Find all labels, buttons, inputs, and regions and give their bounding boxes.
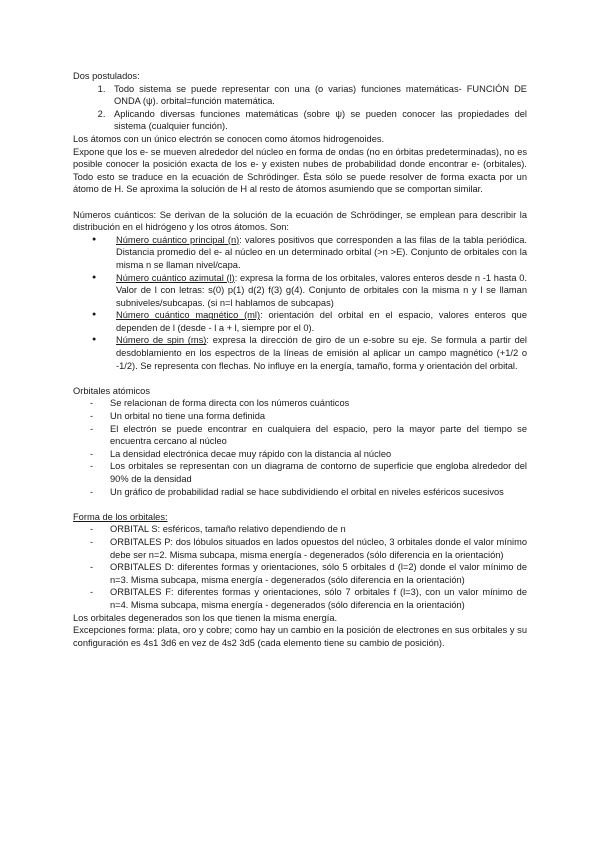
postulados-list	[73, 83, 527, 133]
list-item: - ORBITALES D: diferentes formas y orientaciones, sólo 5 orbitales d (l=2) donde el valor mínimo de n=3. Misma subcapa, misma energía - degenerados (sólo diferencia en la orientación)	[108, 561, 527, 586]
postulados-heading: Dos postulados:	[73, 71, 140, 81]
list-item: - ORBITALES F: diferentes formas y orientaciones, sólo 7 orbitales f (l=3), con un valor mínimo de n=4. Misma subcapa, misma energía - degenerados (sólo diferencia en la orientación)	[108, 586, 527, 611]
term: Número de spin (ms)	[116, 335, 207, 346]
term: Número cuántico magnético (ml)	[116, 310, 261, 321]
list-item: - ORBITALES P: dos lóbulos situados en lados opuestos del núcleo, 3 orbitales donde el valor mínimo debe ser n=2. Misma subcapa, misma energía - degenerados (sólo diferencia en la orientación)	[108, 536, 527, 561]
list-item: - Un orbital no tiene una forma definida	[108, 410, 527, 423]
forma-orbitales-list	[73, 523, 527, 611]
numeros-cuanticos-intro: Números cuánticos: Se derivan de la solución de la ecuación de Schrödinger, se emplean para describir la distribución en el hidrógeno y los otros átomos. Son:	[73, 209, 527, 233]
list-item: - ORBITAL S: esféricos, tamaño relativo dependiendo de n	[108, 523, 527, 536]
forma-orbitales-heading: Forma de los orbitales:	[73, 511, 168, 522]
list-item	[108, 334, 527, 372]
list-item: - La densidad electrónica decae muy rápido con la distancia al núcleo	[108, 448, 527, 461]
list-item: 1. Todo sistema se puede representar con una (o varias) funciones matemáticas- FUNCIÓN DE ONDA (ψ). orbital=función matemática.	[108, 83, 527, 108]
paragraph: Los átomos con un único electrón se conocen como átomos hidrogenoides.	[73, 133, 385, 144]
list-item	[108, 272, 527, 310]
definition: : orientación del orbital en el espacio, valores enteros que dependen de l (desde - l a + l, siempre por el 0).	[116, 310, 528, 333]
definition: : expresa la dirección de giro de un e-sobre su eje. Se formula a partir del desdoblamiento en los espectros de la líneas de emisión al aplicar un campo magnético (+1/2 o -1/2). Se representa con flechas. No influye en la energía, tamaño, forma y orientación del orbital.	[116, 335, 527, 371]
orbitales-heading: Orbitales atómicos	[73, 385, 150, 396]
list-item: 2. Aplicando diversas funciones matemáticas (sobre ψ) se pueden conocer las propiedades del sistema (cualquier función).	[108, 108, 527, 133]
list-item	[108, 234, 527, 272]
definition: : valores positivos que corresponden a las filas de la tabla periódica. Distancia promedio del e- al núcleo en un determinado orbital (>n >E). Conjunto de orbitales con la misma n se llaman nivel/capa.	[116, 234, 527, 270]
paragraph: Excepciones forma: plata, oro y cobre; como hay un cambio en la posición de electrones en sus orbitales y su configuración es 4s1 3d6 en vez de 4s2 3d5 (cada elemento tiene su cambio de posición).	[73, 625, 527, 648]
list-item	[108, 309, 527, 334]
definition: : expresa la forma de los orbitales, valores enteros desde n -1 hasta 0. Valor de l con letras: s(0) p(1) d(2) f(3) g(4). Conjunto de orbitales con la misma n y l se llaman subniveles/subcapas. (si n=l hablamos de subcapas)	[116, 272, 527, 308]
term: Número cuántico principal (n)	[116, 234, 240, 245]
term: Número cuántico azimutal (l)	[116, 272, 235, 283]
paragraph: Expone que los e- se mueven alrededor del núcleo en forma de ondas (no en órbitas predeterminadas), no es posible conocer la posición exacta de los e- y existen nubes de probabilidad donde encontrar e- (orbitales). Todo esto se traduce en la ecuación de Schrödinger. Ésta sólo se puede resolver de forma exacta por un átomo de H. Se aproxima la solución de H al resto de átomos asumiendo que se comportan similar.	[73, 146, 527, 195]
numeros-cuanticos-list	[73, 234, 527, 373]
list-item: - Un gráfico de probabilidad radial se hace subdividiendo el orbital en niveles esféricos sucesivos	[108, 486, 527, 499]
list-item: - El electrón se puede encontrar en cualquiera del espacio, pero la mayor parte del tiempo se encuentra cercano al núcleo	[108, 423, 527, 448]
list-item: - Se relacionan de forma directa con los números cuánticos	[108, 397, 527, 410]
orbitales-list	[73, 397, 527, 498]
list-item: - Los orbitales se representan con un diagrama de contorno de superficie que engloba alrededor del 90% de la densidad	[108, 460, 527, 485]
paragraph: Los orbitales degenerados son los que tienen la misma energía.	[73, 612, 338, 623]
